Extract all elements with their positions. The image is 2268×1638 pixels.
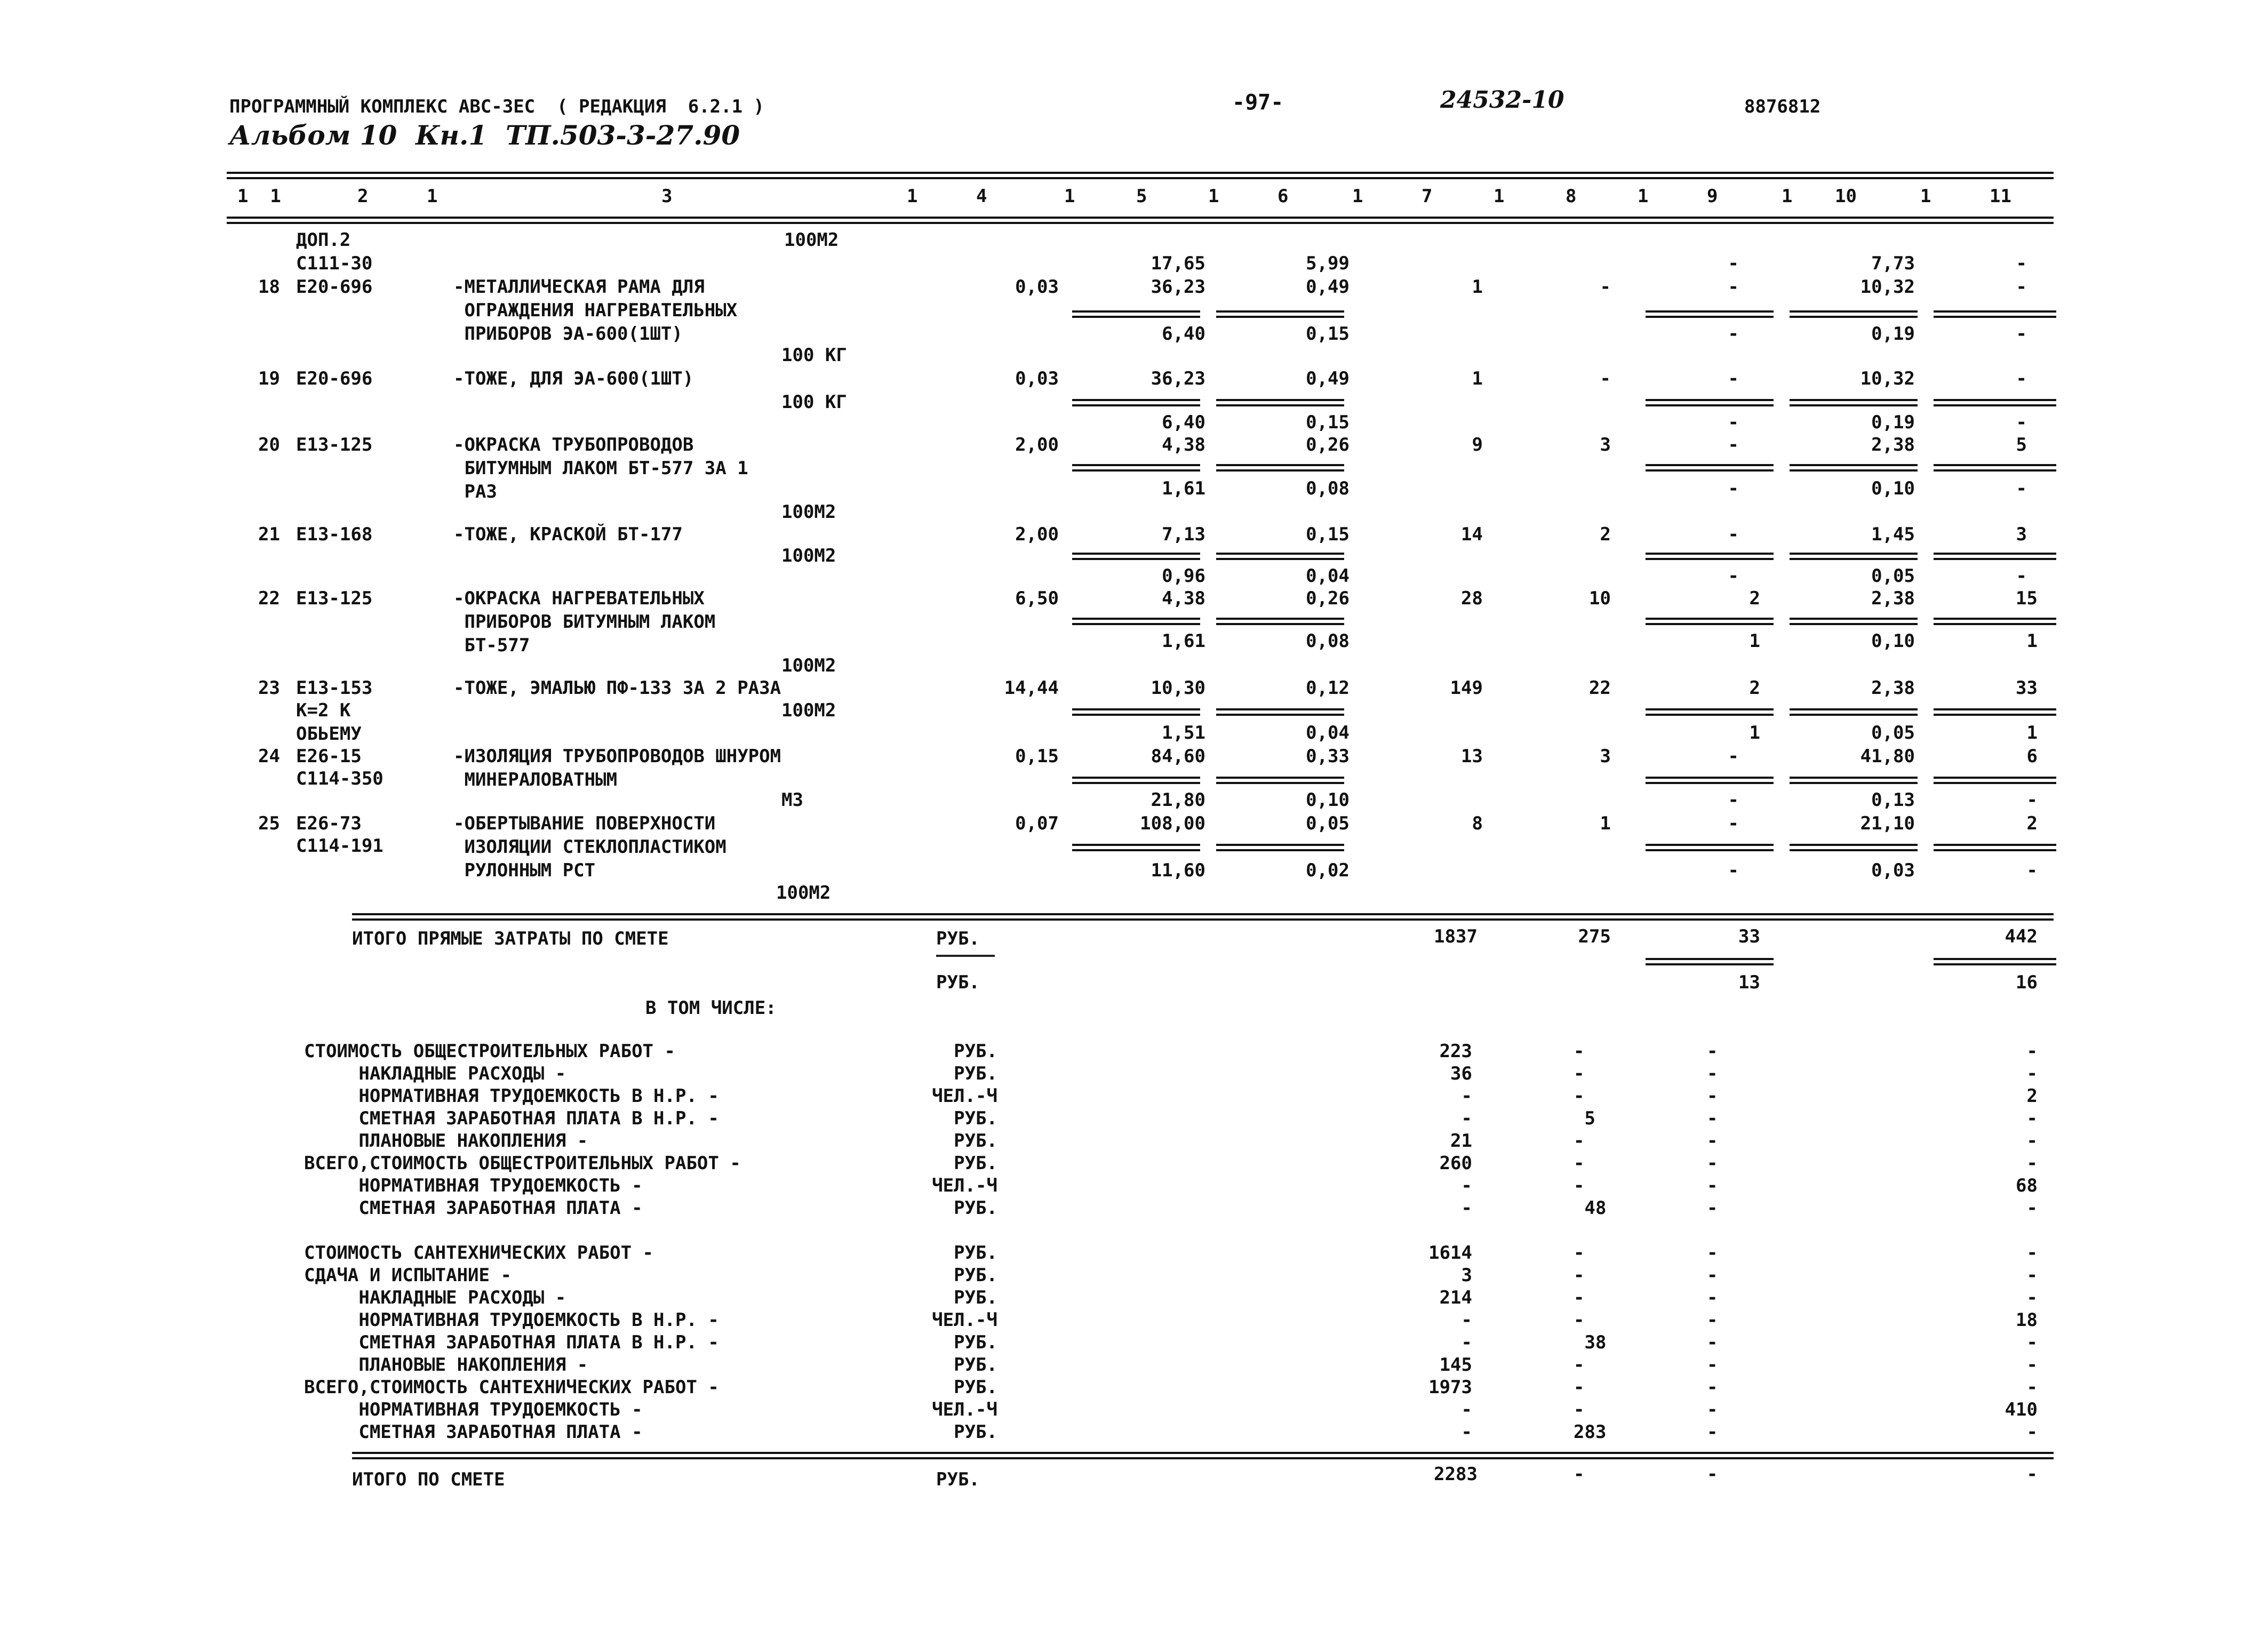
row-18-c11b: - <box>2016 323 2027 345</box>
row-23-sub-rule <box>1934 708 2056 716</box>
col-header-10: 10 <box>1835 186 1857 207</box>
row-24-c10: 41,80 <box>1860 746 1915 767</box>
row-25-c5: 108,00 <box>1140 813 1205 834</box>
col-header-8: 8 <box>1566 186 1577 207</box>
totals-unit-rule <box>936 955 995 957</box>
row-25-sub-rule <box>1072 844 1200 851</box>
row-22-unit: 100М2 <box>781 655 836 676</box>
row-22-sub-rule <box>1216 618 1344 625</box>
row-24-c7: 13 <box>1461 746 1483 767</box>
row-21-c6: 0,15 <box>1306 524 1349 545</box>
row-20-c11: 5 <box>2016 434 2027 456</box>
row-18-sub-rule <box>1072 310 1200 318</box>
row-23-c11b: 1 <box>2026 722 2038 744</box>
col-header-7: 7 <box>1422 186 1433 207</box>
row-25-code: Е26-73 <box>296 813 362 834</box>
row-23-c6b: 0,04 <box>1306 722 1349 744</box>
row-25-c11: 2 <box>2026 813 2038 834</box>
row-23-c5b: 1,51 <box>1162 722 1205 744</box>
program-title: ПРОГРАММНЫЙ КОМПЛЕКС АВС-3ЕС ( РЕДАКЦИЯ 6.2.1 ) <box>229 96 765 117</box>
row-18-code: Е20-696 <box>296 276 373 298</box>
row-21-unit: 100М2 <box>781 545 836 566</box>
row-18-num: 18 <box>258 276 280 298</box>
row-20-sub-rule <box>1072 464 1200 472</box>
album-reference: Альбом 10 Кн.1 ТП.503-3-27.90 <box>229 119 740 151</box>
row-dop-unit: 100М2 <box>784 229 839 251</box>
summary-c9: - - - - - - - - - - - - - - - - - <box>1707 1041 1718 1443</box>
row-18-c6: 5,99 0,49 <box>1306 253 1349 298</box>
row-21-c10b: 0,05 <box>1871 565 1915 587</box>
col-sep-9: 1 <box>1782 186 1793 207</box>
row-25-num: 25 <box>258 813 280 834</box>
row-23-sub-rule <box>1216 708 1344 716</box>
direct-total-c11: 442 <box>2005 926 2038 947</box>
final-total-label: ИТОГО ПО СМЕТЕ <box>352 1469 505 1490</box>
row-22-c5: 4,38 <box>1162 588 1205 609</box>
row-25-sub-rule <box>1216 844 1344 851</box>
row-24-c6: 0,33 <box>1306 746 1349 767</box>
row-23-sub-rule <box>1072 708 1200 716</box>
row-21-c11b: - <box>2016 565 2027 587</box>
col-sep-10: 1 <box>1920 186 1931 207</box>
direct-total-unit-2: РУБ. <box>936 972 980 993</box>
row-20-sub-rule <box>1646 464 1774 472</box>
direct-total-c11b: 16 <box>2016 972 2038 993</box>
page-number: -97- <box>1232 90 1284 115</box>
summary-c11: - - 2 - - - 68 - - - - 18 - - - 410 - <box>2005 1041 2038 1443</box>
doc-number: 24532-10 <box>1440 86 1564 114</box>
summary-c7: 223 36 - - 21 260 - - 1614 3 214 - - 145 1973 - - <box>1428 1041 1472 1443</box>
row-19-c5b: 6,40 <box>1162 412 1205 433</box>
row-23-unit: 100М2 <box>781 700 836 721</box>
col-sep-6: 1 <box>1352 186 1363 207</box>
row-22-c11b: 1 <box>2026 630 2038 652</box>
final-total-c7: 2283 <box>1434 1464 1478 1485</box>
row-18-c8: - <box>1600 276 1611 298</box>
row-18-c4: 0,03 <box>1015 276 1059 298</box>
row-20-unit: 100М2 <box>781 501 836 523</box>
row-24-num: 24 <box>258 746 280 767</box>
row-22-code: Е13-125 <box>296 588 373 609</box>
row-22-c9b: 1 <box>1749 630 1760 652</box>
row-19-sub-rule <box>1790 399 1918 406</box>
row-22-c6: 0,26 <box>1306 588 1349 609</box>
final-total-unit: РУБ. <box>936 1469 980 1490</box>
row-18-c11: - - <box>2016 253 2027 298</box>
col-sep-8: 1 <box>1638 186 1649 207</box>
row-25-c10b: 0,03 <box>1871 860 1915 881</box>
row-19-sub-rule <box>1216 399 1344 406</box>
row-22-sub-rule <box>1646 618 1774 625</box>
header-bottom-rule <box>227 217 2054 224</box>
row-25-unit: 100М2 <box>776 882 831 904</box>
row-20-c6: 0,26 <box>1306 434 1349 456</box>
summary-c8: - - - 5 - - - 48 - - - - 38 - - - 283 <box>1574 1041 1607 1443</box>
row-21-c10: 1,45 <box>1871 524 1915 545</box>
row-19-c9: - <box>1728 368 1739 389</box>
col-header-4: 4 <box>976 186 987 207</box>
row-20-sub-rule <box>1216 464 1344 472</box>
row-22-sub-rule <box>1934 618 2056 625</box>
row-23-c10b: 0,05 <box>1871 722 1915 744</box>
row-19-unit: 100 КГ <box>781 391 847 413</box>
row-20-c5b: 1,61 <box>1162 478 1205 499</box>
row-25-c6b: 0,02 <box>1306 860 1349 881</box>
row-23-c10: 2,38 <box>1871 677 1915 699</box>
row-25-c9: - <box>1728 813 1739 834</box>
row-25-sub-rule <box>1934 844 2056 851</box>
row-20-sub-rule <box>1790 464 1918 472</box>
including-label: В ТОМ ЧИСЛЕ: <box>645 997 777 1019</box>
row-24-c8: 3 <box>1600 746 1611 767</box>
row-24-c11: 6 <box>2026 746 2038 767</box>
row-22-c5b: 1,61 <box>1162 630 1205 652</box>
row-19-c6b: 0,15 <box>1306 412 1349 433</box>
totals-sub-rule <box>1646 958 1774 965</box>
row-24-c9b: - <box>1728 789 1739 811</box>
row-22-c10b: 0,10 <box>1871 630 1915 652</box>
row-21-sub-rule <box>1216 553 1344 560</box>
row-22-c11: 15 <box>2016 588 2038 609</box>
row-24-code: Е26-15 <box>296 746 362 767</box>
row-20-c10: 2,38 <box>1871 434 1915 456</box>
row-20-c11b: - <box>2016 478 2027 499</box>
row-25-c11b: - <box>2026 860 2038 881</box>
col-header-3: 3 <box>661 186 673 207</box>
totals-top-rule <box>352 913 2054 921</box>
summary-units: РУБ. РУБ. ЧЕЛ.-Ч РУБ. РУБ. РУБ. ЧЕЛ.-Ч РУБ. РУБ. РУБ. РУБ. ЧЕЛ.-Ч РУБ. РУБ. РУБ. ЧЕЛ.-Ч РУБ. <box>932 1041 997 1443</box>
row-24-c5b: 21,80 <box>1151 789 1205 811</box>
row-20-c9: - <box>1728 434 1739 456</box>
row-19-c4: 0,03 <box>1015 368 1059 389</box>
row-20-desc: -ОКРАСКА ТРУБОПРОВОДОВ БИТУМНЫМ ЛАКОМ БТ-577 ЗА 1 РАЗ <box>453 434 748 502</box>
row-19-c8: - <box>1600 368 1611 389</box>
col-sep-2: 1 <box>427 186 438 207</box>
col-header-5: 5 <box>1136 186 1147 207</box>
row-21-sub-rule <box>1934 553 2056 560</box>
row-25-sub-rule <box>1790 844 1918 851</box>
row-25-desc: -ОБЕРТЫВАНИЕ ПОВЕРХНОСТИ ИЗОЛЯЦИИ СТЕКЛОПЛАСТИКОМ РУЛОННЫМ РСТ <box>453 813 726 881</box>
row-20-c7: 9 <box>1472 434 1483 456</box>
col-sep-3: 1 <box>907 186 918 207</box>
row-20-c8: 3 <box>1600 434 1611 456</box>
row-23-c9: 2 <box>1749 677 1760 699</box>
final-total-c11: - <box>2026 1464 2038 1485</box>
row-21-c5b: 0,96 <box>1162 565 1205 587</box>
row-20-code: Е13-125 <box>296 434 373 456</box>
final-total-rule <box>352 1452 2054 1459</box>
direct-total-c8: 275 <box>1578 926 1611 947</box>
direct-total-c9b: 13 <box>1738 972 1760 993</box>
row-21-c6b: 0,04 <box>1306 565 1349 587</box>
row-19-c6: 0,49 <box>1306 368 1349 389</box>
row-18-sub-rule <box>1790 310 1918 318</box>
row-21-code: Е13-168 <box>296 524 373 545</box>
row-24-sub-code: С114-350 <box>296 768 384 789</box>
row-23-c4: 14,44 <box>1004 677 1059 699</box>
col-header-2: 2 <box>357 186 369 207</box>
row-24-c10b: 0,13 <box>1871 789 1915 811</box>
row-23-c5: 10,30 <box>1151 677 1205 699</box>
row-25-c8: 1 <box>1600 813 1611 834</box>
col-header-9: 9 <box>1707 186 1718 207</box>
row-23-c7: 149 <box>1450 677 1483 699</box>
row-18-c5b: 6,40 <box>1162 323 1205 345</box>
row-19-c10b: 0,19 <box>1871 412 1915 433</box>
row-22-c9: 2 <box>1749 588 1760 609</box>
row-24-sub-rule <box>1216 777 1344 784</box>
row-23-num: 23 <box>258 677 280 699</box>
row-20-c4: 2,00 <box>1015 434 1059 456</box>
row-25-c5b: 11,60 <box>1151 860 1205 881</box>
row-21-num: 21 <box>258 524 280 545</box>
direct-total-label: ИТОГО ПРЯМЫЕ ЗАТРАТЫ ПО СМЕТЕ <box>352 928 669 949</box>
row-24-c11b: - <box>2026 789 2038 811</box>
row-24-sub-rule <box>1072 777 1200 784</box>
row-dop-code: ДОП.2 <box>296 229 351 251</box>
row-23-sub-rule <box>1646 708 1774 716</box>
row-23-extra: К=2 К ОБЬЕМУ <box>296 700 362 745</box>
row-25-sub-code: С114-191 <box>296 835 384 857</box>
row-19-num: 19 <box>258 368 280 389</box>
col-header-6: 6 <box>1277 186 1289 207</box>
row-19-sub-rule <box>1072 399 1200 406</box>
row-23-c9b: 1 <box>1749 722 1760 744</box>
row-23-sub-rule <box>1790 708 1918 716</box>
row-19-desc: -ТОЖЕ, ДЛЯ ЭА-600(1ШТ) <box>453 368 694 389</box>
row-21-c4: 2,00 <box>1015 524 1059 545</box>
row-22-desc: -ОКРАСКА НАГРЕВАТЕЛЬНЫХ ПРИБОРОВ БИТУМНЫМ ЛАКОМ БТ-577 <box>453 588 716 656</box>
row-23-desc: -ТОЖЕ, ЭМАЛЬЮ ПФ-133 ЗА 2 РАЗА <box>453 677 781 699</box>
row-18-sub-rule <box>1934 310 2056 318</box>
col-sep-4: 1 <box>1064 186 1075 207</box>
row-18-unit: 100 КГ <box>781 345 847 366</box>
row-25-c6: 0,05 <box>1306 813 1349 834</box>
col-header-11: 11 <box>1990 186 2011 207</box>
row-18-pre-code: С111-30 <box>296 253 373 274</box>
header-top-rule <box>227 172 2054 179</box>
row-24-desc: -ИЗОЛЯЦИЯ ТРУБОПРОВОДОВ ШНУРОМ МИНЕРАЛОВАТНЫМ <box>453 746 781 790</box>
col-sep-1: 1 1 <box>237 186 281 207</box>
row-18-c6b: 0,15 <box>1306 323 1349 345</box>
doc-code: 8876812 <box>1744 96 1821 117</box>
row-18-sub-rule <box>1216 310 1344 318</box>
row-19-c11b: - <box>2016 412 2027 433</box>
direct-total-c7: 1837 <box>1434 926 1478 947</box>
row-20-c10b: 0,10 <box>1871 478 1915 499</box>
row-24-c6b: 0,10 <box>1306 789 1349 811</box>
row-21-c7: 14 <box>1461 524 1483 545</box>
row-18-desc: -МЕТАЛЛИЧЕСКАЯ РАМА ДЛЯ ОГРАЖДЕНИЯ НАГРЕВАТЕЛЬНЫХ ПРИБОРОВ ЭА-600(1ШТ) <box>453 276 738 345</box>
row-23-c6: 0,12 <box>1306 677 1349 699</box>
summary-labels: СТОИМОСТЬ ОБЩЕСТРОИТЕЛЬНЫХ РАБОТ - НАКЛАДНЫЕ РАСХОДЫ - НОРМАТИВНАЯ ТРУДОЕМКОСТЬ В Н.Р. - СМЕТНАЯ ЗАРАБОТНАЯ ПЛАТА В Н.Р. - ПЛАНОВЫЕ НАКОПЛЕНИЯ - ВСЕГО,СТОИМОСТЬ ОБЩЕСТРОИТЕЛЬНЫХ РАБОТ - НОРМАТИВНАЯ ТРУДОЕМКОСТЬ - СМЕТНАЯ ЗАРАБОТНАЯ ПЛАТА - СТОИМОСТЬ САНТЕХНИЧЕСКИХ РАБОТ - СДАЧА И ИСПЫТАНИЕ - НАКЛАДНЫЕ РАСХОДЫ - НОРМАТИВНАЯ ТРУДОЕМКОСТЬ В Н.Р. - СМЕТНАЯ ЗАРАБОТНАЯ ПЛАТА В Н.Р. - ПЛАНОВЫЕ НАКОПЛЕНИЯ - ВСЕГО,СТОИМОСТЬ САНТЕХНИЧЕСКИХ РАБОТ - НОРМАТИВНАЯ ТРУДОЕМКОСТЬ - СМЕТНАЯ ЗАРАБОТНАЯ ПЛАТА - <box>304 1041 741 1443</box>
row-21-c5: 7,13 <box>1162 524 1205 545</box>
row-25-c4: 0,07 <box>1015 813 1059 834</box>
row-21-c9: - <box>1728 524 1739 545</box>
row-22-sub-rule <box>1072 618 1200 625</box>
row-19-c9b: - <box>1728 412 1739 433</box>
row-22-c6b: 0,08 <box>1306 630 1349 652</box>
row-21-sub-rule <box>1646 553 1774 560</box>
direct-total-unit: РУБ. <box>936 928 980 949</box>
row-22-c10: 2,38 <box>1871 588 1915 609</box>
row-22-c7: 28 <box>1461 588 1483 609</box>
col-sep-7: 1 <box>1494 186 1505 207</box>
row-21-sub-rule <box>1072 553 1200 560</box>
row-25-sub-rule <box>1646 844 1774 851</box>
row-23-code: Е13-153 <box>296 677 373 699</box>
row-21-c9b: - <box>1728 565 1739 587</box>
row-22-c4: 6,50 <box>1015 588 1059 609</box>
row-24-c9: - <box>1728 746 1739 767</box>
row-18-c5: 17,65 36,23 <box>1151 253 1205 298</box>
final-total-c8: - <box>1574 1464 1585 1485</box>
row-20-c9b: - <box>1728 478 1739 499</box>
row-24-c4: 0,15 <box>1015 746 1059 767</box>
col-sep-5: 1 <box>1208 186 1219 207</box>
totals-sub-rule <box>1934 958 2056 965</box>
row-22-num: 22 <box>258 588 280 609</box>
row-20-c5: 4,38 <box>1162 434 1205 456</box>
row-19-c5: 36,23 <box>1151 368 1205 389</box>
row-18-c7: 1 <box>1472 276 1483 298</box>
row-19-c10: 10,32 <box>1860 368 1915 389</box>
row-20-num: 20 <box>258 434 280 456</box>
row-23-c8: 22 <box>1589 677 1611 699</box>
row-22-c8: 10 <box>1589 588 1611 609</box>
row-18-c9b: - <box>1728 323 1739 345</box>
row-19-c7: 1 <box>1472 368 1483 389</box>
row-23-c11: 33 <box>2016 677 2038 699</box>
final-total-c9: - <box>1707 1464 1718 1485</box>
row-25-c7: 8 <box>1472 813 1483 834</box>
row-18-c10: 7,73 10,32 <box>1860 253 1915 298</box>
row-19-c11: - <box>2016 368 2027 389</box>
row-21-desc: -ТОЖЕ, КРАСКОЙ БТ-177 <box>453 524 683 545</box>
row-24-unit: М3 <box>781 789 803 811</box>
row-21-c8: 2 <box>1600 524 1611 545</box>
row-20-sub-rule <box>1934 464 2056 472</box>
direct-total-c9: 33 <box>1738 926 1760 947</box>
row-18-c10b: 0,19 <box>1871 323 1915 345</box>
row-25-c9b: - <box>1728 860 1739 881</box>
row-19-sub-rule <box>1646 399 1774 406</box>
row-21-c11: 3 <box>2016 524 2027 545</box>
row-18-c9: - - <box>1728 253 1739 298</box>
row-19-sub-rule <box>1934 399 2056 406</box>
row-22-sub-rule <box>1790 618 1918 625</box>
row-24-sub-rule <box>1934 777 2056 784</box>
row-24-sub-rule <box>1790 777 1918 784</box>
row-25-c10: 21,10 <box>1860 813 1915 834</box>
row-24-sub-rule <box>1646 777 1774 784</box>
row-20-c6b: 0,08 <box>1306 478 1349 499</box>
row-21-sub-rule <box>1790 553 1918 560</box>
row-18-sub-rule <box>1646 310 1774 318</box>
row-19-code: Е20-696 <box>296 368 373 389</box>
row-24-c5: 84,60 <box>1151 746 1205 767</box>
